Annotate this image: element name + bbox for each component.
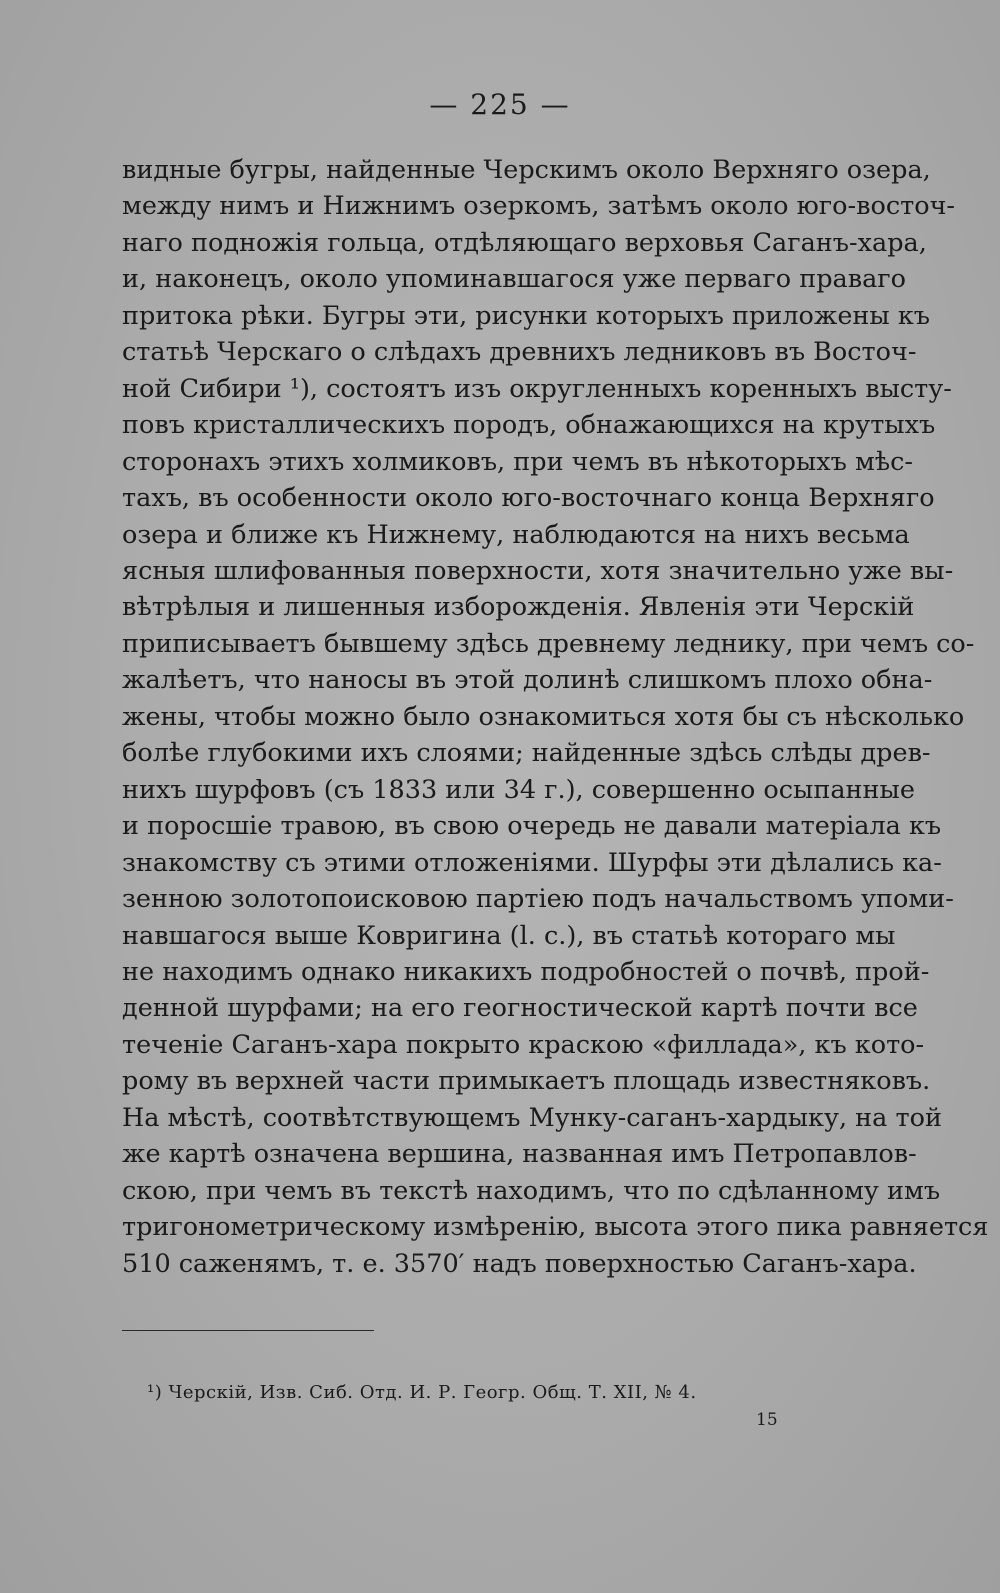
text-line: зенною золотопоисковою партіею подъ начальствомъ упоми-: [122, 884, 954, 915]
text-line: На мѣстѣ, соотвѣтствующемъ Мунку-саганъ-хардыку, на той: [122, 1102, 942, 1133]
text-line: навшагося выше Ковригина (l. с.), въ статьѣ котораго мы: [122, 920, 896, 951]
footnote-divider: [122, 1330, 374, 1331]
text-line: вѣтрѣлыя и лишенныя изборожденія. Явленія эти Черскій: [122, 592, 915, 623]
text-line: ной Сибири ¹), состоятъ изъ округленныхъ коренныхъ высту-: [122, 373, 952, 404]
text-line: ясныя шлифованныя поверхности, хотя значительно уже вы-: [122, 555, 954, 586]
text-line: же картѣ означена вершина, названная имъ Петропавлов-: [122, 1139, 917, 1170]
text-line: скою, при чемъ въ текстѣ находимъ, что по сдѣланному имъ: [122, 1175, 941, 1206]
page-number: — 225 —: [429, 88, 571, 121]
text-line: наго подножія гольца, отдѣляющаго верховья Саганъ-хара,: [122, 227, 927, 258]
signature-mark: 15: [756, 1410, 778, 1430]
text-line: и, наконецъ, около упоминавшагося уже перваго праваго: [122, 264, 906, 295]
text-line: озера и ближе къ Нижнему, наблюдаются на нихъ весьма: [122, 519, 910, 550]
text-line: притока рѣки. Бугры эти, рисунки которыхъ приложены къ: [122, 300, 930, 331]
text-line: 510 саженямъ, т. е. 3570′ надъ поверхностью Саганъ-хара.: [122, 1248, 917, 1279]
text-line: болѣе глубокими ихъ слоями; найденные здѣсь слѣды древ-: [122, 738, 931, 769]
text-line: денной шурфами; на его геогностической картѣ почти все: [122, 993, 918, 1024]
text-line: тахъ, въ особенности около юго-восточнаго конца Верхняго: [122, 483, 935, 514]
text-line: рому въ верхней части примыкаетъ площадь известняковъ.: [122, 1066, 931, 1097]
text-line: нихъ шурфовъ (съ 1833 или 34 г.), совершенно осыпанные: [122, 774, 915, 805]
footnote: ¹) Черскій, Изв. Сиб. Отд. И. Р. Геогр. Общ. Т. XII, № 4.: [147, 1382, 697, 1403]
text-line: тригонометрическому измѣренію, высота этого пика равняется: [122, 1212, 989, 1243]
text-line: жены, чтобы можно было ознакомиться хотя бы съ нѣсколько: [122, 701, 965, 732]
text-line: не находимъ однако никакихъ подробностей о почвѣ, прой-: [122, 956, 930, 987]
text-line: статьѣ Черскаго о слѣдахъ древнихъ ледниковъ въ Восточ-: [122, 337, 917, 368]
text-line: между нимъ и Нижнимъ озеркомъ, затѣмъ около юго-восточ-: [122, 191, 956, 222]
text-line: жалѣетъ, что наносы въ этой долинѣ слишкомъ плохо обна-: [122, 665, 933, 696]
text-line: теченіе Саганъ-хара покрыто краскою «филлада», къ кото-: [122, 1029, 925, 1060]
text-line: и поросшіе травою, въ свою очередь не давали матеріала къ: [122, 811, 942, 842]
text-line: видные бугры, найденные Черскимъ около Верхняго озера,: [122, 155, 931, 185]
body-text: [122, 152, 989, 1282]
text-line: приписываетъ бывшему здѣсь древнему леднику, при чемъ со-: [122, 628, 975, 659]
text-line: повъ кристаллическихъ породъ, обнажающихся на крутыхъ: [122, 410, 936, 441]
text-line: сторонахъ этихъ холмиковъ, при чемъ въ нѣкоторыхъ мѣс-: [122, 446, 914, 477]
text-line: знакомству съ этими отложеніями. Шурфы эти дѣлались ка-: [122, 847, 942, 878]
